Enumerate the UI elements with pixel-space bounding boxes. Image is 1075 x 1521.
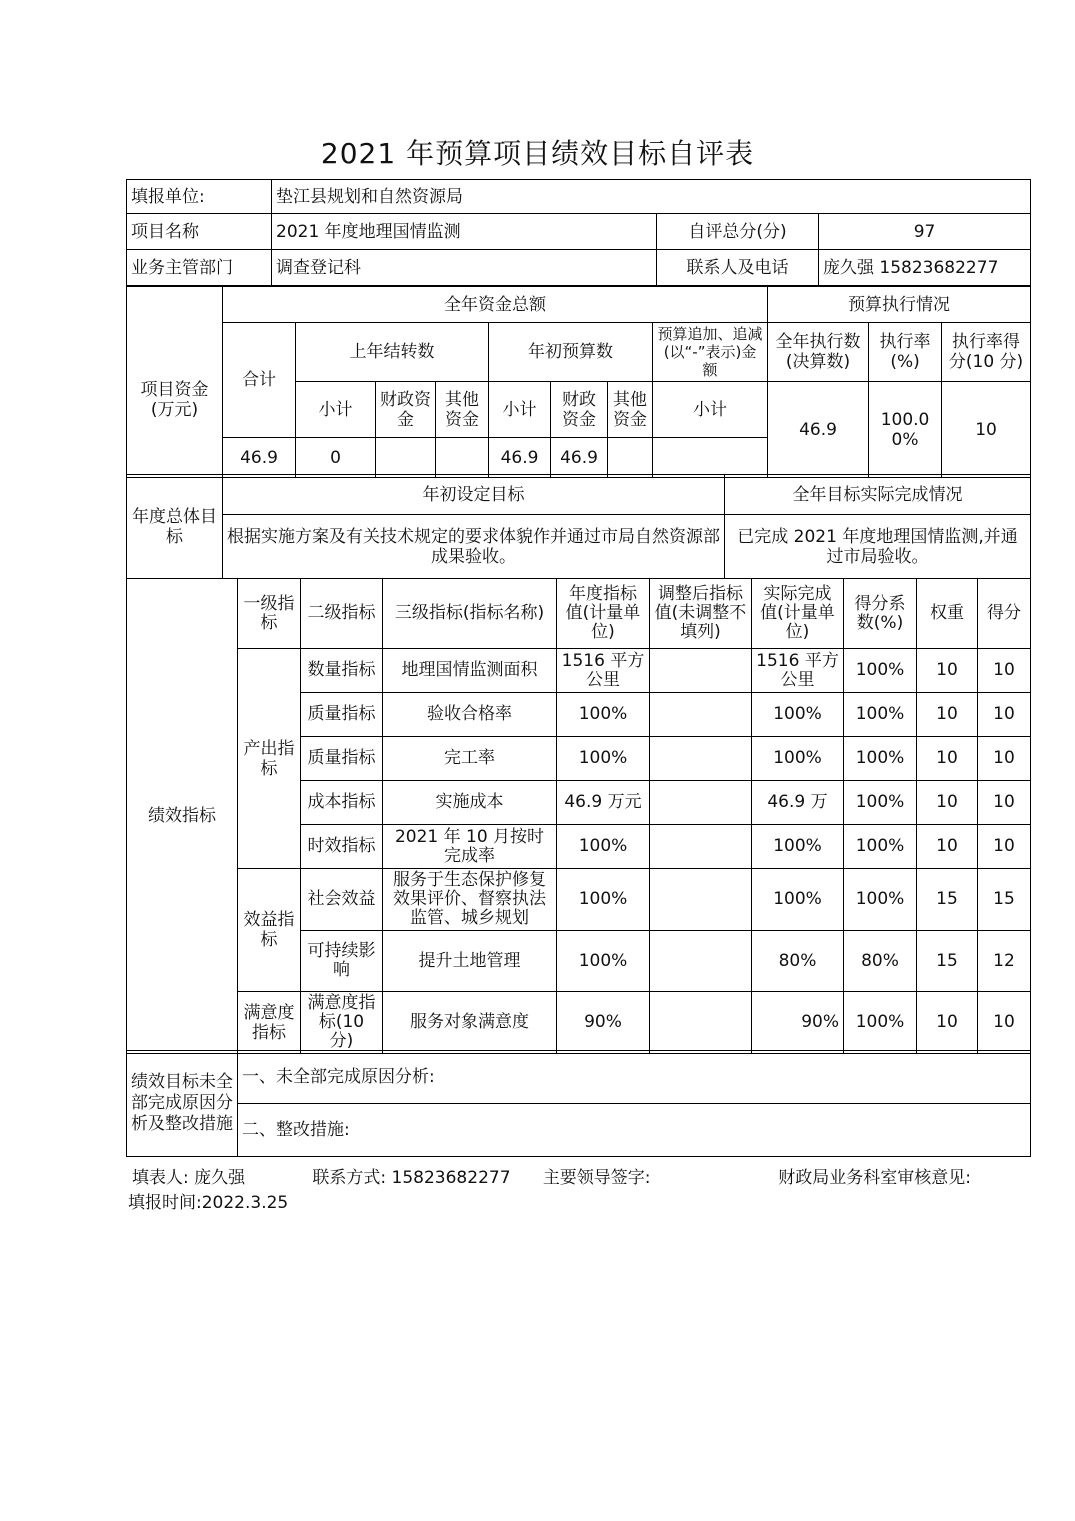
weight-cell: 15 [917,931,978,992]
filler-text: 填表人: 庞久强 [132,1168,246,1188]
coef-cell: 100% [844,992,917,1054]
actual-cell: 100% [752,693,844,737]
perf-header-cell: 得分系数(%) [844,579,917,649]
l3-cell: 提升土地管理 [383,931,557,992]
score-label: 自评总分(分) [657,214,819,250]
target-cell: 1516 平方公里 [557,649,650,693]
weight-cell: 10 [917,693,978,737]
l3-cell: 服务于生态保护修复效果评价、督察执法监管、城乡规划 [383,869,557,931]
table-row [127,649,1031,693]
coef-cell: 100% [844,825,917,869]
exec-score-header: 执行率得分(10 分) [942,323,1031,382]
l3-cell: 完工率 [383,737,557,781]
goal-row-label: 年度总体目标 [127,475,223,579]
target-cell: 100% [557,869,650,931]
adjusted-cell [650,869,752,931]
adjust-header: 预算追加、追减(以“-”表示)金额 [653,323,768,382]
weight-cell: 10 [917,781,978,825]
actual-cell: 46.9 万 [752,781,844,825]
target-cell: 46.9 万元 [557,781,650,825]
score-cell: 12 [978,931,1031,992]
level1-cell: 效益指标 [238,869,301,992]
l3-cell: 地理国情监测面积 [383,649,557,693]
goal-set-header: 年初设定目标 [223,475,725,515]
total-funds-header: 全年资金总额 [223,287,768,323]
perf-header-cell: 年度指标值(计量单位) [557,579,650,649]
score-cell: 10 [978,781,1031,825]
carry-subtotal-header: 小计 [296,382,376,438]
analysis-row-label: 绩效目标未全部完成原因分析及整改措施 [127,1051,238,1157]
footer-line [132,1163,971,1188]
target-cell: 100% [557,931,650,992]
contact-text: 联系方式: 15823682277 [312,1168,511,1188]
funds-row-label: 项目资金(万元) [127,323,223,478]
l3-cell: 2021 年 10 月按时完成率 [383,825,557,869]
adjusted-cell [650,825,752,869]
perf-header-cell: 得分 [978,579,1031,649]
funds-section [126,286,1030,478]
score-cell: 10 [978,649,1031,693]
dept-label: 业务主管部门 [127,250,272,286]
l2-cell: 成本指标 [301,781,383,825]
target-cell: 90% [557,992,650,1054]
measures-text: 二、整改措施: [238,1104,1031,1157]
adjusted-cell [650,992,752,1054]
project-value: 2021 年度地理国情监测 [272,214,657,250]
actual-cell: 80% [752,931,844,992]
perf-header-row [127,579,1031,649]
score-cell: 10 [978,693,1031,737]
perf-header-cell: 二级指标 [301,579,383,649]
actual-cell: 100% [752,869,844,931]
perf-header-cell: 实际完成值(计量单位) [752,579,844,649]
date-line: 填报时间:2022.3.25 [128,1193,289,1213]
score-cell: 10 [978,737,1031,781]
l2-cell: 时效指标 [301,825,383,869]
table-row [127,992,1031,1054]
l2-cell: 质量指标 [301,737,383,781]
carry-other-header: 其他资金 [436,382,489,438]
l2-cell: 可持续影响 [301,931,383,992]
carry-fiscal-header: 财政资金 [376,382,436,438]
score-value: 97 [819,214,1031,250]
dept-value: 调查登记科 [272,250,657,286]
weight-cell: 15 [917,869,978,931]
init-subtotal-value: 46.9 [489,438,551,478]
goal-section [126,474,1030,579]
annual-exec-header: 全年执行数(决算数) [768,323,869,382]
perf-header-cell: 权重 [917,579,978,649]
leader-sign-text: 主要领导签字: [542,1168,651,1188]
exec-rate-header: 执行率(%) [869,323,942,382]
reason-text: 一、未全部完成原因分析: [238,1051,1031,1104]
carry-subtotal-value: 0 [296,438,376,478]
actual-cell: 100% [752,737,844,781]
weight-cell: 10 [917,649,978,693]
l2-cell: 质量指标 [301,693,383,737]
analysis-section [126,1050,1030,1157]
perf-header-cell: 调整后指标值(未调整不填列) [650,579,752,649]
exec-rate-value: 100.00% [869,382,942,478]
perf-header-cell: 三级指标(指标名称) [383,579,557,649]
score-cell: 15 [978,869,1031,931]
init-fiscal-value: 46.9 [551,438,608,478]
target-cell: 100% [557,693,650,737]
adjusted-cell [650,649,752,693]
l2-cell: 满意度指标(10 分) [301,992,383,1054]
level1-cell: 满意度指标 [238,992,301,1054]
contact-value: 庞久强 15823682277 [819,250,1031,286]
adjusted-cell [650,781,752,825]
page-title: 2021 年预算项目绩效目标自评表 [320,137,755,170]
actual-cell: 90% [752,992,844,1054]
init-fiscal-header: 财政资金 [551,382,608,438]
coef-cell: 100% [844,781,917,825]
l3-cell: 验收合格率 [383,693,557,737]
target-cell: 100% [557,737,650,781]
total-value: 46.9 [223,438,296,478]
weight-cell: 10 [917,992,978,1054]
perf-section [126,578,1030,1054]
actual-cell: 100% [752,825,844,869]
coef-cell: 100% [844,869,917,931]
coef-cell: 100% [844,693,917,737]
goal-actual-header: 全年目标实际完成情况 [725,475,1031,515]
coef-cell: 100% [844,737,917,781]
initial-header: 年初预算数 [489,323,653,382]
score-cell: 10 [978,992,1031,1054]
coef-cell: 80% [844,931,917,992]
perf-header-cell: 一级指标 [238,579,301,649]
info-section [126,179,1030,286]
annual-exec-value: 46.9 [768,382,869,478]
total-header: 合计 [223,323,296,438]
coef-cell: 100% [844,649,917,693]
unit-value: 垫江县规划和自然资源局 [272,180,1031,214]
target-cell: 100% [557,825,650,869]
carryover-header: 上年结转数 [296,323,489,382]
review-text: 财政局业务科室审核意见: [778,1168,971,1188]
project-label: 项目名称 [127,214,272,250]
l2-cell: 社会效益 [301,869,383,931]
weight-cell: 10 [917,737,978,781]
adjusted-cell [650,931,752,992]
exec-header: 预算执行情况 [768,287,1031,323]
goal-actual-text: 已完成 2021 年度地理国情监测,并通过市局验收。 [725,515,1031,579]
weight-cell: 10 [917,825,978,869]
perf-row-label: 绩效指标 [127,579,238,1054]
exec-score-value: 10 [942,382,1031,478]
l3-cell: 实施成本 [383,781,557,825]
l3-cell: 服务对象满意度 [383,992,557,1054]
table-row [127,869,1031,931]
actual-cell: 1516 平方公里 [752,649,844,693]
contact-label: 联系人及电话 [657,250,819,286]
init-subtotal-header: 小计 [489,382,551,438]
goal-set-text: 根据实施方案及有关技术规定的要求体貌作并通过市局自然资源部成果验收。 [223,515,725,579]
init-other-header: 其他资金 [608,382,653,438]
l2-cell: 数量指标 [301,649,383,693]
adjusted-cell [650,693,752,737]
unit-label: 填报单位: [127,180,272,214]
adjusted-cell [650,737,752,781]
score-cell: 10 [978,825,1031,869]
level1-cell: 产出指标 [238,649,301,869]
adjust-subtotal-header: 小计 [653,382,768,438]
